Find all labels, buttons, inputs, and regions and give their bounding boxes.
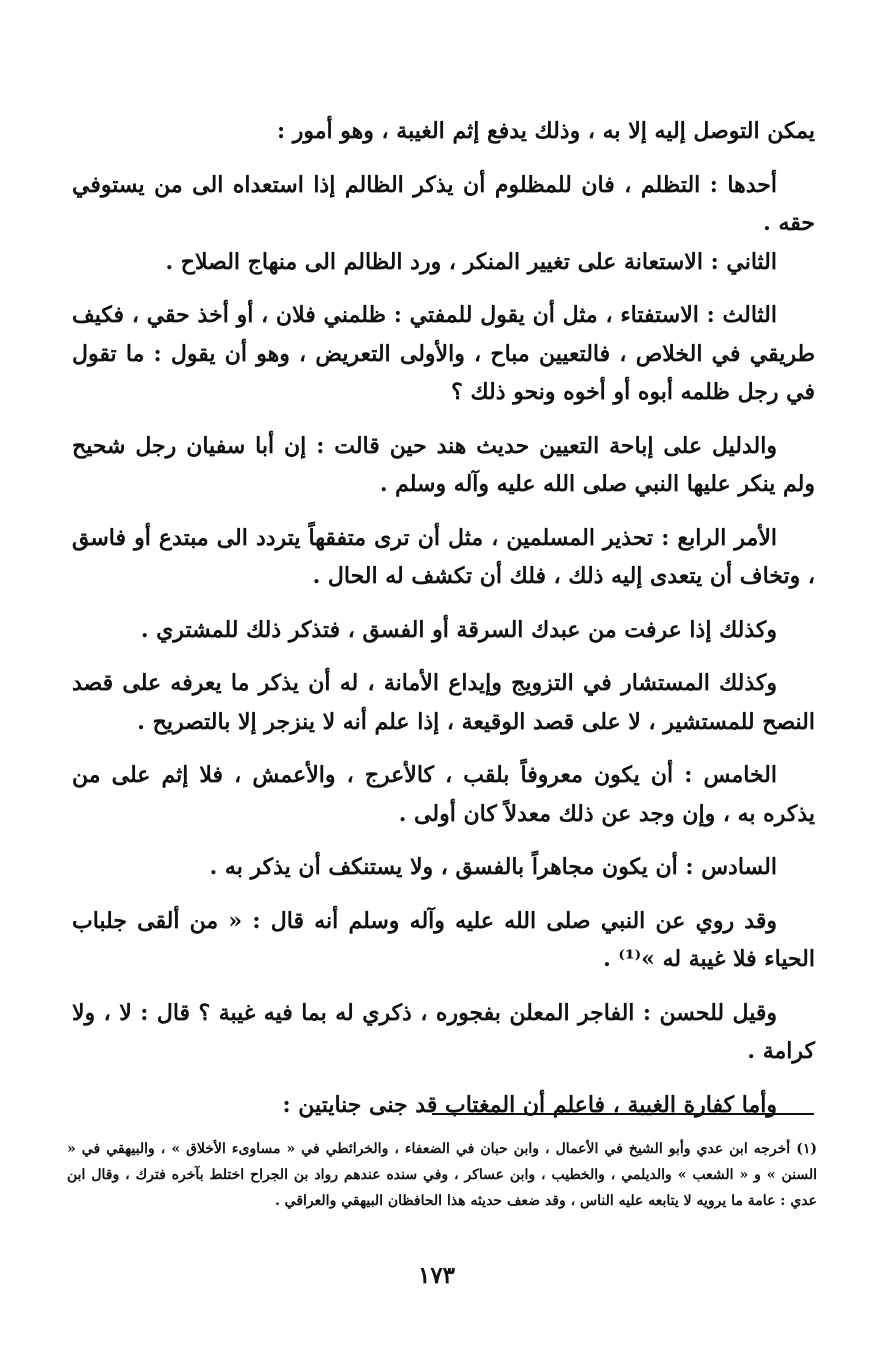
paragraph: أحدها : التظلم ، فان للمظلوم أن يذكر الظالم إذا استعداه الى من يستوفي حقه .	[72, 171, 815, 236]
paragraph: الأمر الرابع : تحذير المسلمين ، مثل أن ترى متفقهاً يتردد الى مبتدع أو فاسق ، وتخاف أن يتعدى إليه ذلك ، فلك أن تكشف له الحال .	[72, 524, 815, 589]
paragraph: الثاني : الاستعانة على تغيير المنكر ، ورد الظالم الى منهاج الصلاح .	[165, 248, 777, 275]
main-text	[72, 112, 815, 1124]
paragraph: يمكن التوصل إليه إلا به ، وذلك يدفع إثم الغيبة ، وهو أمور :	[276, 118, 815, 144]
paragraph: والدليل على إباحة التعيين حديث هند حين قالت : إن أبا سفيان رجل شحيح ولم ينكر عليها النبي صلى الله عليه وآله وسلم .	[72, 432, 815, 497]
paragraph: وأما كفارة الغيبة ، فاعلم أن المغتاب قد جنى جنايتين :	[282, 1091, 777, 1118]
paragraph: الخامس : أن يكون معروفاً بلقب ، كالأعرج ، والأعمش ، فلا إثم على من يذكره به ، وإن وجد عن ذلك معدلاً كان أولى .	[72, 762, 815, 827]
paragraph: وقد روي عن النبي صلى الله عليه وآله وسلم أنه قال : « من ألقى جلباب الحياء فلا غيبة له »⁽¹⁾ .	[72, 907, 815, 972]
paragraph: الثالث : الاستفتاء ، مثل أن يقول للمفتي : ظلمني فلان ، أو أخذ حقي ، فكيف طريقي في الخلاص ، فالتعيين مباح ، والأولى التعريض ، وهو أن يقول : ما تقول في رجل ظلمه أبوه أو أخوه ونحو ذلك ؟	[72, 302, 815, 405]
paragraph: وكذلك المستشار في التزويج وإيداع الأمانة ، له أن يذكر ما يعرفه على قصد النصح للمستشير ، لا على قصد الوقيعة ، إذا علم أنه لا ينزجر إلا بالتصريح .	[72, 670, 815, 735]
footnotes	[67, 1136, 817, 1214]
paragraph: وكذلك إذا عرفت من عبدك السرقة أو الفسق ، فتذكر ذلك للمشتري .	[140, 616, 777, 643]
footnote: (١) أخرجه ابن عدي وأبو الشيخ في الأعمال ، وابن حبان في الضعفاء ، والخرائطي في « مساوىء الأخلاق » ، والبيهقي في « السنن » و « الشعب » والديلمي ، والخطيب ، وابن عساكر ، وفي سنده عندهم رواد بن الجراح اختلط بآخره فترك ، وقال ابن عدي : عامة ما يرويه لا يتابعه عليه الناس ، وقد ضعف حديثه هذا الحافظان البيهقي والعراقي .	[67, 1141, 817, 1209]
paragraph: السادس : أن يكون مجاهراً بالفسق ، ولا يستنكف أن يذكر به .	[209, 854, 777, 880]
paragraph: وقيل للحسن : الفاجر المعلن بفجوره ، ذكري له بما فيه غيبة ؟ قال : لا ، ولا كرامة .	[72, 999, 815, 1064]
footnote-divider	[432, 1113, 814, 1115]
page-number: ١٧٣	[417, 1262, 456, 1289]
